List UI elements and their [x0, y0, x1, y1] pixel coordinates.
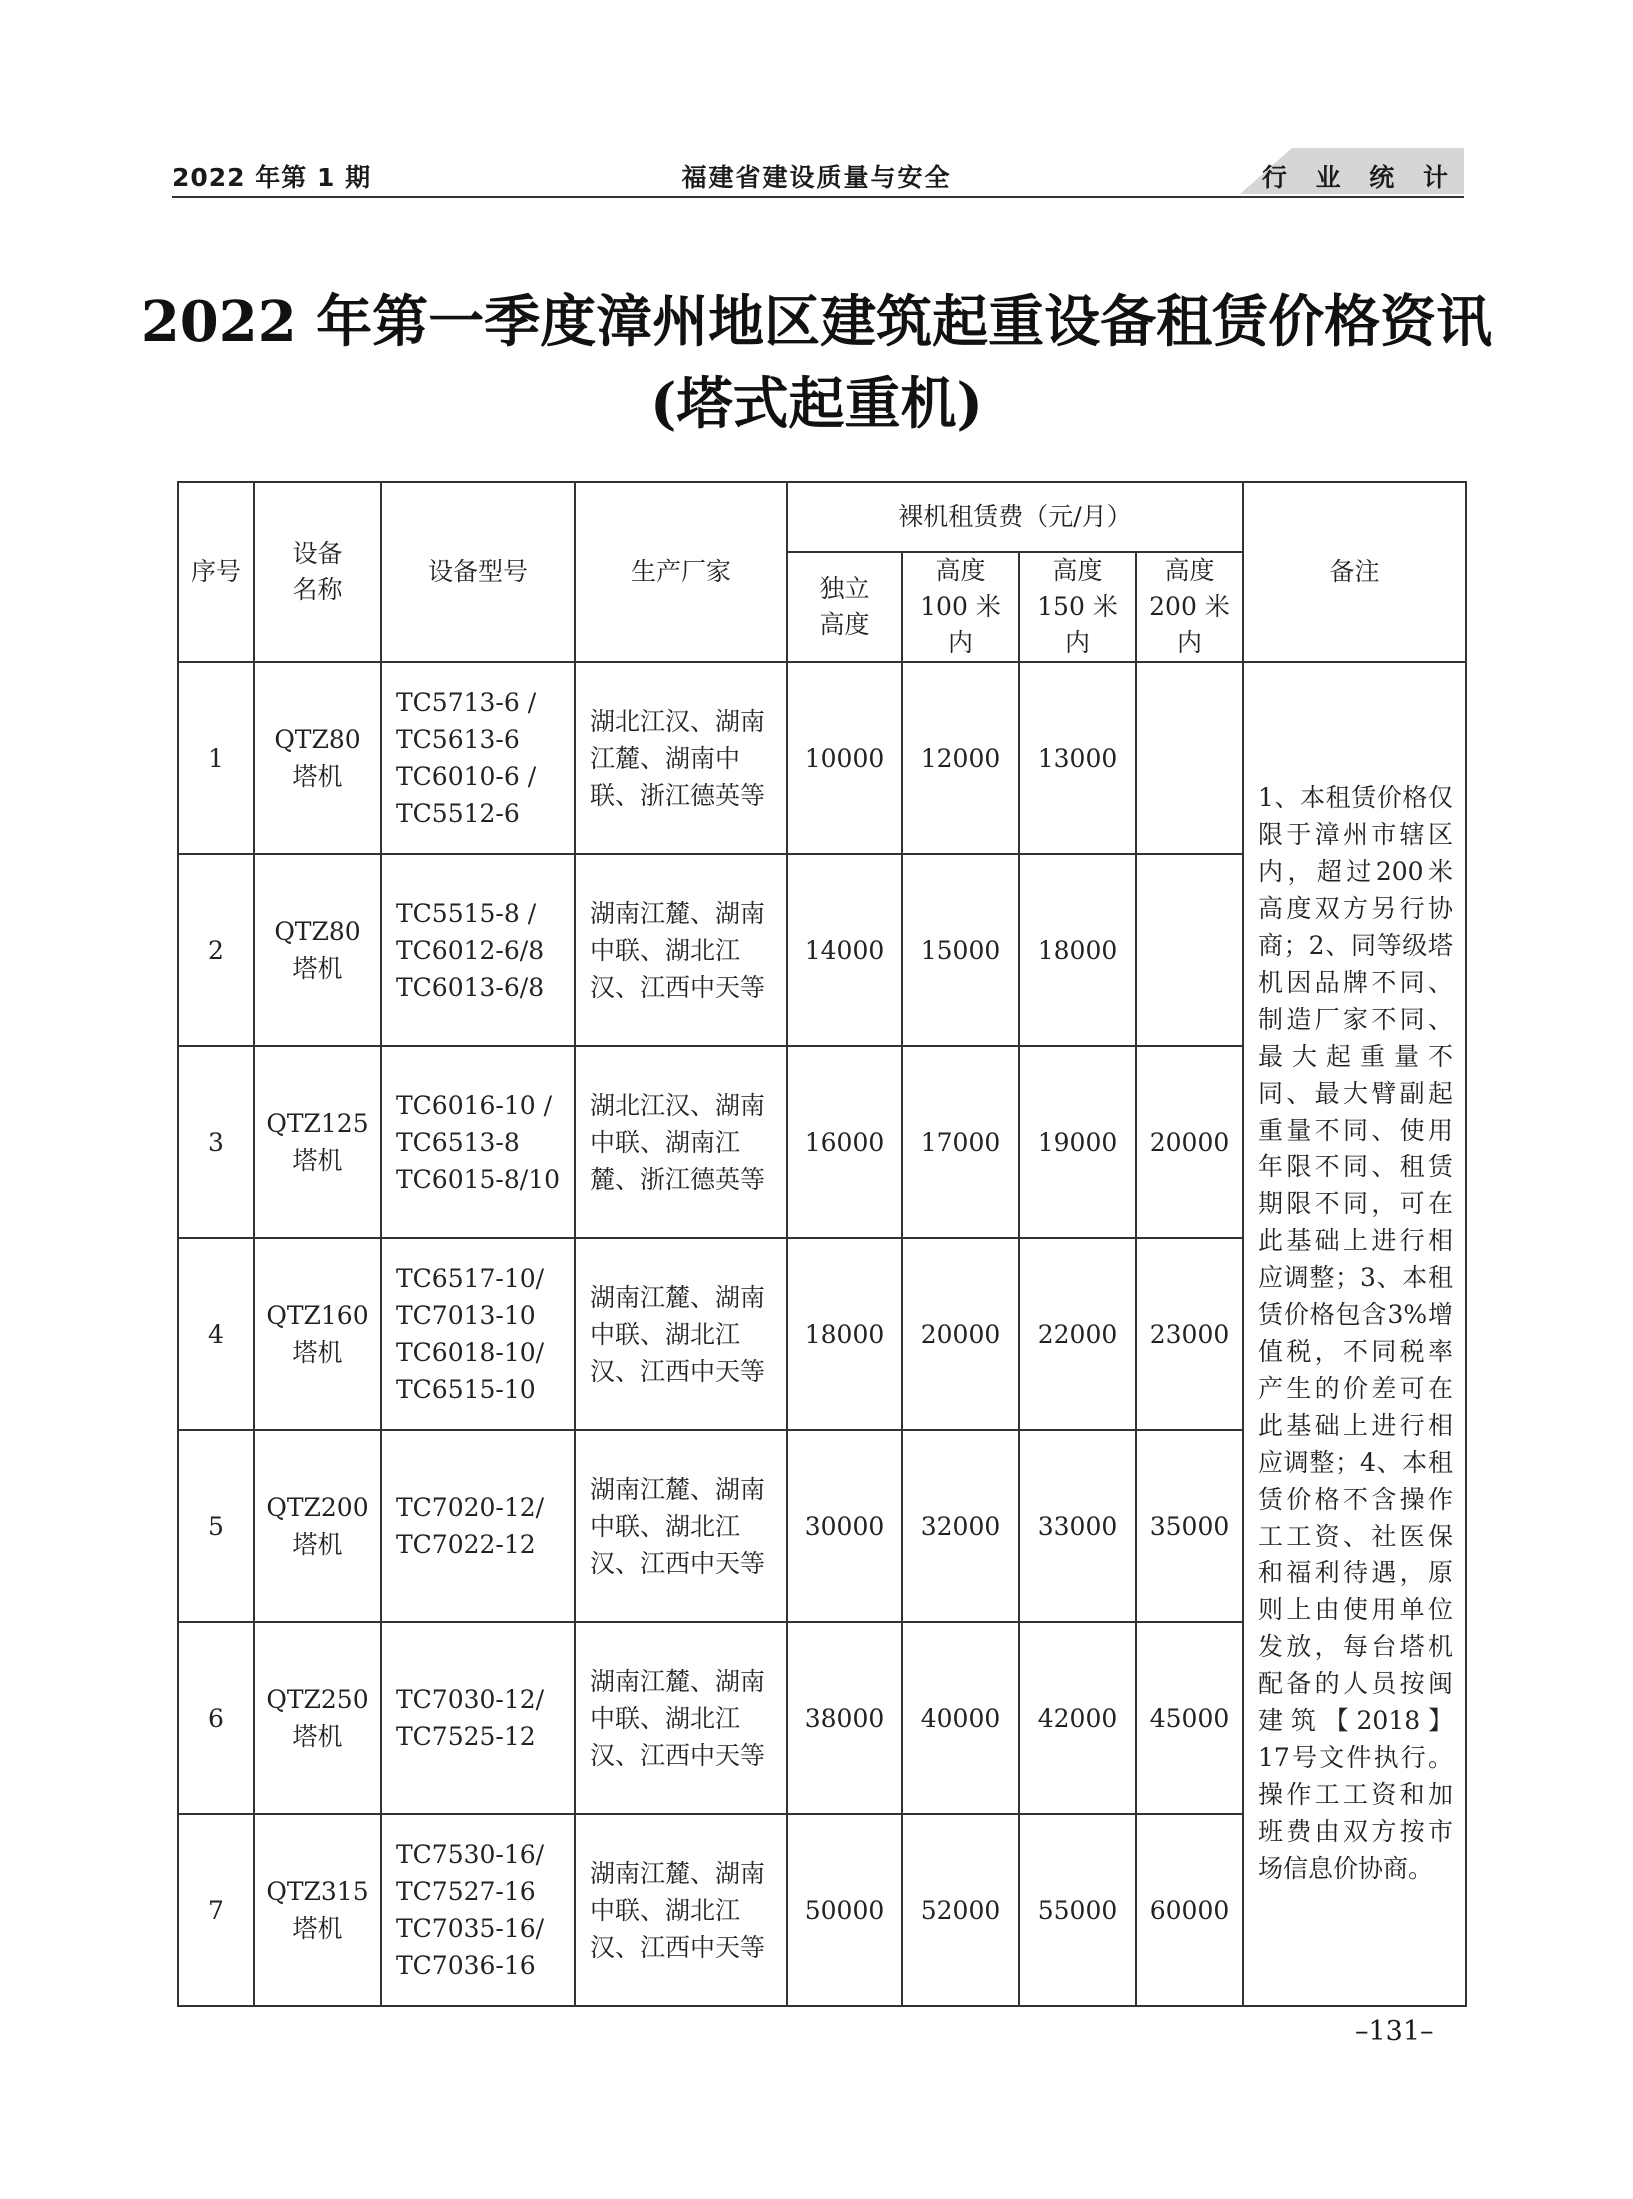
cell-h200: 35000 — [1136, 1430, 1243, 1622]
cell-seq: 1 — [178, 662, 254, 854]
header-rule — [172, 196, 1464, 198]
header-h200: 高度 200 米内 — [1136, 552, 1243, 662]
cell-name: QTZ80 塔机 — [254, 662, 381, 854]
journal-name: 福建省建设质量与安全 — [681, 163, 952, 192]
cell-maker: 湖北江汉、湖南江麓、湖南中联、浙江德英等 — [575, 662, 787, 854]
cell-name: QTZ315 塔机 — [254, 1814, 381, 2006]
cell-model: TC6016-10 / TC6513-8 TC6015-8/10 — [381, 1046, 575, 1238]
cell-standalone: 10000 — [787, 662, 902, 854]
cell-h100: 40000 — [902, 1622, 1019, 1814]
cell-name: QTZ250 塔机 — [254, 1622, 381, 1814]
header-row — [178, 482, 1466, 552]
cell-model: TC6517-10/ TC7013-10 TC6018-10/ TC6515-10 — [381, 1238, 575, 1430]
cell-standalone: 30000 — [787, 1430, 902, 1622]
header-name: 设备名称 — [254, 482, 381, 662]
article-title: 2022 年第一季度漳州地区建筑起重设备租赁价格资讯 — [140, 289, 1493, 355]
cell-h100: 15000 — [902, 854, 1019, 1046]
section-label: 行 业 统 计 — [1261, 163, 1458, 192]
cell-name: QTZ125 塔机 — [254, 1046, 381, 1238]
rental-price-table — [177, 481, 1467, 2007]
cell-standalone: 50000 — [787, 1814, 902, 2006]
header-h100: 高度 100 米内 — [902, 552, 1019, 662]
cell-maker: 湖南江麓、湖南中联、湖北江汉、江西中天等 — [575, 854, 787, 1046]
cell-h200: 23000 — [1136, 1238, 1243, 1430]
header-standalone: 独立高度 — [787, 552, 902, 662]
cell-standalone: 38000 — [787, 1622, 902, 1814]
header-model: 设备型号 — [381, 482, 575, 662]
cell-seq: 7 — [178, 1814, 254, 2006]
cell-h200 — [1136, 854, 1243, 1046]
cell-model: TC5713-6 / TC5613-6 TC6010-6 / TC5512-6 — [381, 662, 575, 854]
cell-maker: 湖南江麓、湖南中联、湖北江汉、江西中天等 — [575, 1430, 787, 1622]
cell-remarks: 1、本租赁价格仅限于漳州市辖区内，超过200米高度双方另行协商；2、同等级塔机因品牌不同、制造厂家不同、最大起重量不同、最大臂副起重量不同、使用年限不同、租赁期限不同，可在此基础上进行相应调整；3、本租赁价格包含3%增值税，不同税率产生的价差可在此基础上进行相应调整；4、本租赁价格不含操作工工资、社医保和福利待遇，原则上由使用单位发放，每台塔机配备的人员按闽建筑【2018】17号文件执行。操作工工资和加班费由双方按市场信息价协商。 — [1243, 662, 1466, 2006]
cell-h150: 22000 — [1019, 1238, 1136, 1430]
cell-model: TC7530-16/ TC7527-16 TC7035-16/ TC7036-16 — [381, 1814, 575, 2006]
cell-h150: 13000 — [1019, 662, 1136, 854]
cell-standalone: 16000 — [787, 1046, 902, 1238]
page-number: –131– — [1355, 2016, 1434, 2047]
cell-standalone: 14000 — [787, 854, 902, 1046]
cell-h150: 42000 — [1019, 1622, 1136, 1814]
cell-h150: 55000 — [1019, 1814, 1136, 2006]
cell-h150: 19000 — [1019, 1046, 1136, 1238]
cell-model: TC5515-8 / TC6012-6/8 TC6013-6/8 — [381, 854, 575, 1046]
header-maker: 生产厂家 — [575, 482, 787, 662]
section-tab — [1240, 148, 1464, 194]
cell-seq: 5 — [178, 1430, 254, 1622]
cell-maker: 湖南江麓、湖南中联、湖北江汉、江西中天等 — [575, 1238, 787, 1430]
cell-model: TC7020-12/ TC7022-12 — [381, 1430, 575, 1622]
cell-model: TC7030-12/ TC7525-12 — [381, 1622, 575, 1814]
cell-maker: 湖南江麓、湖南中联、湖北江汉、江西中天等 — [575, 1814, 787, 2006]
header-remarks: 备注 — [1243, 482, 1466, 662]
header-h150: 高度 150 米内 — [1019, 552, 1136, 662]
issue-label: 2022 年第 1 期 — [172, 163, 372, 192]
cell-seq: 4 — [178, 1238, 254, 1430]
cell-standalone: 18000 — [787, 1238, 902, 1430]
cell-h100: 20000 — [902, 1238, 1019, 1430]
table-row — [178, 662, 1466, 854]
cell-h200: 45000 — [1136, 1622, 1243, 1814]
cell-maker: 湖南江麓、湖南中联、湖北江汉、江西中天等 — [575, 1622, 787, 1814]
cell-name: QTZ200 塔机 — [254, 1430, 381, 1622]
header-seq: 序号 — [178, 482, 254, 662]
cell-h100: 12000 — [902, 662, 1019, 854]
header-rent-group: 裸机租赁费（元/月） — [787, 482, 1243, 552]
cell-seq: 2 — [178, 854, 254, 1046]
cell-name: QTZ80 塔机 — [254, 854, 381, 1046]
cell-h150: 18000 — [1019, 854, 1136, 1046]
cell-maker: 湖北江汉、湖南中联、湖南江麓、浙江德英等 — [575, 1046, 787, 1238]
cell-h200: 20000 — [1136, 1046, 1243, 1238]
cell-name: QTZ160 塔机 — [254, 1238, 381, 1430]
cell-h100: 17000 — [902, 1046, 1019, 1238]
cell-h150: 33000 — [1019, 1430, 1136, 1622]
cell-h100: 32000 — [902, 1430, 1019, 1622]
cell-h100: 52000 — [902, 1814, 1019, 2006]
cell-seq: 3 — [178, 1046, 254, 1238]
article-subtitle: (塔式起重机) — [650, 371, 983, 437]
cell-h200: 60000 — [1136, 1814, 1243, 2006]
cell-h200 — [1136, 662, 1243, 854]
cell-seq: 6 — [178, 1622, 254, 1814]
